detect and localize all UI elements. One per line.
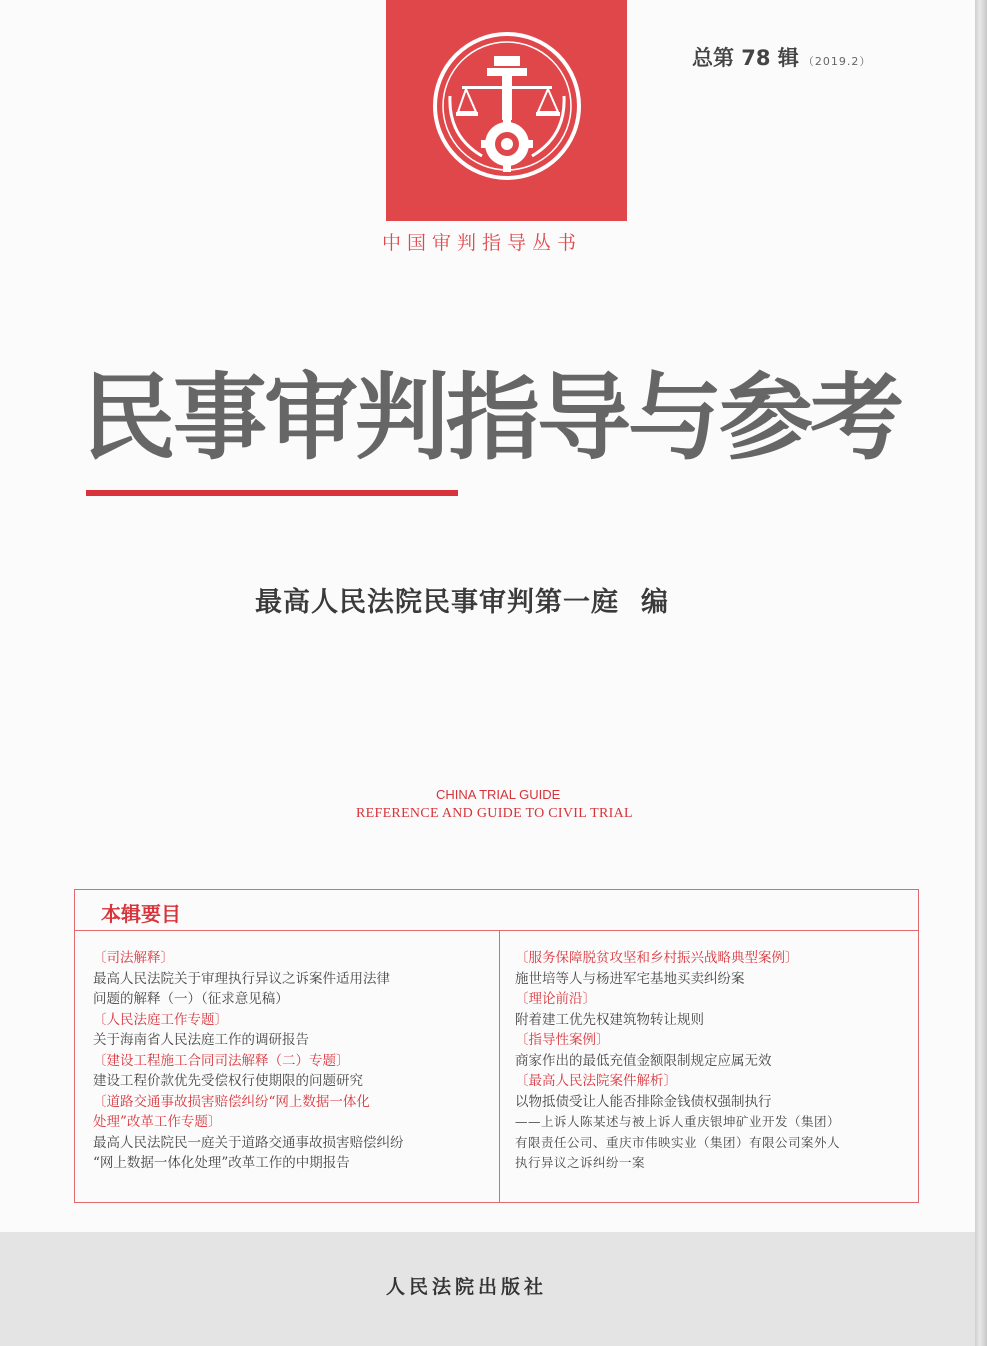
title-underline	[86, 490, 458, 496]
section-label: 〔人民法庭工作专题〕	[93, 1011, 228, 1028]
issue-number	[692, 42, 871, 72]
contents-divider	[499, 930, 500, 1202]
book-edge	[975, 0, 987, 1346]
series-name: 中国审判指导丛书	[382, 232, 583, 254]
contents-left-column	[93, 948, 493, 1174]
contents-item: 附着建工优先权建筑物转让规则	[515, 1011, 704, 1028]
contents-heading: 本辑要目	[101, 902, 181, 926]
editor-line	[255, 580, 669, 619]
contents-item: 施世培等人与杨进军宅基地买卖纠纷案	[515, 970, 745, 987]
contents-box	[74, 889, 919, 1203]
contents-subitem: 执行异议之诉纠纷一案	[515, 1155, 646, 1170]
contents-subitem: 有限责任公司、重庆市伟映实业（集团）有限公司案外人	[515, 1134, 841, 1150]
editor-name: 最高人民法院民事审判第一庭	[255, 587, 619, 618]
contents-item: 关于海南省人民法庭工作的调研报告	[93, 1032, 309, 1048]
issue-date: （2019.2）	[802, 55, 872, 68]
english-title	[300, 786, 700, 824]
issue-main: 总第 78 辑	[692, 46, 799, 70]
section-label: 〔建设工程施工合同司法解释（二）专题〕	[93, 1052, 350, 1069]
section-label: 〔理论前沿〕	[515, 991, 596, 1007]
contents-right-column	[515, 948, 915, 1174]
section-label: 〔指导性案例〕	[515, 1032, 610, 1048]
english-title-line2: REFERENCE AND GUIDE TO CIVIL TRIAL	[356, 806, 633, 821]
section-label: 〔服务保障脱贫攻坚和乡村振兴战略典型案例〕	[515, 950, 799, 966]
contents-item: 最高人民法院关于审理执行异议之诉案件适用法律	[93, 970, 390, 987]
contents-item: 问题的解释（一）（征求意见稿）	[93, 991, 289, 1007]
section-label: 处理”改革工作专题〕	[93, 1114, 222, 1130]
english-title-line1: CHINA TRIAL GUIDE	[436, 787, 561, 802]
contents-rule	[75, 930, 918, 931]
contents-item: 最高人民法院民一庭关于道路交通事故损害赔偿纠纷	[93, 1134, 404, 1151]
editor-suffix: 编	[641, 587, 669, 618]
section-label: 〔最高人民法院案件解析〕	[515, 1073, 677, 1089]
book-title: 民事审判指导与参考	[82, 364, 902, 473]
contents-item: 以物抵债受让人能否排除金钱债权强制执行	[515, 1093, 772, 1110]
emblem-panel	[386, 0, 627, 221]
contents-subitem: ——上诉人陈某述与被上诉人重庆银坤矿业开发（集团）	[515, 1114, 841, 1129]
section-label: 〔司法解释〕	[93, 950, 174, 966]
section-label: 〔道路交通事故损害赔偿纠纷“网上数据一体化	[93, 1093, 370, 1110]
contents-item: 建设工程价款优先受偿权行使期限的问题研究	[93, 1073, 363, 1089]
contents-item: 商家作出的最低充值金额限制规定应属无效	[515, 1052, 772, 1069]
publisher-name: 人民法院出版社	[386, 1276, 548, 1298]
court-emblem-icon	[432, 26, 582, 186]
contents-item: “网上数据一体化处理”改革工作的中期报告	[93, 1155, 350, 1171]
